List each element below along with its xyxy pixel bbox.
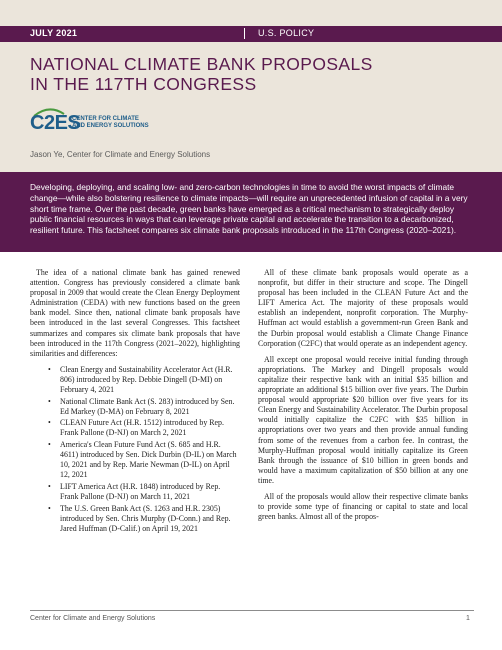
summary-box [0, 172, 502, 252]
page-number: 1 [466, 615, 470, 622]
title-line-1: NATIONAL CLIMATE BANK PROPOSALS [30, 54, 373, 74]
footer-organization: Center for Climate and Energy Solutions [30, 615, 156, 622]
logo-mark: C2ES [30, 112, 81, 134]
left-column [30, 268, 240, 535]
issue-date: JULY 2021 [30, 28, 78, 38]
intro-paragraph: The idea of a national climate bank has gained renewed attention. Congress has previously considered a climate bank proposal in 2009 that would create the Clean Energy Deployment Administration (CEDA) with new functions based on the green bank model. Since then, national climate bank proposals have been introduced in the last several Congresses. This factsheet summarizes and compares six climate bank proposals that have been introduced in the 117th Congress (2021–2022), highlighting similarities and differences: [30, 268, 240, 358]
bill-item: • America's Clean Future Fund Act (S. 685 and H.R. 4611) introduced by Sen. Dick Durbin (D-IL) on March 10, 2021 and by Rep. Marie Newman (D-IL) on April 12, 2021 [48, 440, 237, 480]
structure-paragraph: All of these climate bank proposals would operate as a nonprofit, but differ in their structure and scope. The Dingell proposal has been included in the CLEAN Future Act and the LIFT America Act. The majority of these proposals would establish an independent, nonprofit corporation. The Murphy-Huffman act would establish a government-run Green Bank and the Durbin proposal would establish a Climate Change Finance Corporation (C2FC) that would operate as an independent agency. [258, 268, 468, 348]
footer-rule [30, 610, 474, 611]
logo-name [72, 116, 172, 130]
summary-text: Developing, deploying, and scaling low- and zero-carbon technologies in time to avoid the worst impacts of climate change—while also bolstering resilience to climate impacts—will require an unprecedented infusion of capital in a very short time frame. Over the past decade, green banks have emerged as a critical mechanism to strategically deploy public financial resources in ways that can leverage private capital and accelerate the transition to a decarbonized, resilient future. This factsheet compares six climate bank proposals introduced in the 117th Congress (2020–2021). [30, 182, 468, 236]
right-column [258, 268, 468, 528]
header-divider [244, 28, 245, 39]
logo-name-line-2: AND ENERGY SOLUTIONS [72, 123, 149, 129]
logo-name-line-1: CENTER FOR CLIMATE [72, 116, 139, 122]
section-label: U.S. POLICY [258, 28, 315, 38]
bill-item: • CLEAN Future Act (H.R. 1512) introduced by Rep. Frank Pallone (D-NJ) on March 2, 2021 [48, 418, 224, 438]
state-local-paragraph: All of the proposals would allow their respective climate banks to provide some type of financing or capital to state and local green banks. Almost all of the propos- [258, 491, 468, 522]
funding-paragraph: All except one proposal would receive initial funding through appropriations. The Markey and Dingell proposals would capitalize their respective bank with an initial $35 billion and appropriate an additional $15 billion over five years. The Durbin proposal would appropriate $20 billion over five years for its Clean Energy and Sustainability Accelerator. The Durbin proposal would initially capitalize the C2FC with $35 billion in appropriations over two years and then provide annual funding from some of the revenues from a carbon fee. In contrast, the Murphy-Huffman proposal would initially capitalize its Green Bank through the issuance of $10 billion in green bonds and would have a maximum capitalization of $50 billion at any one time. [258, 354, 468, 485]
bill-list [30, 365, 240, 534]
bill-item: • Clean Energy and Sustainability Accelerator Act (H.R. 806) introduced by Rep. Debbie Dingell (D-MI) on February 4, 2021 [48, 364, 233, 395]
bill-item: • The U.S. Green Bank Act (S. 1263 and H.R. 2305) introduced by Sen. Chris Murphy (D-Conn.) and Rep. Jared Huffman (D-Calif.) on April 19, 2021 [48, 503, 231, 533]
bill-item: • National Climate Bank Act (S. 283) introduced by Sen. Ed Markey (D-MA) on February 8, 2021 [48, 396, 235, 416]
header-bar [0, 26, 502, 42]
bill-item: • LIFT America Act (H.R. 1848) introduced by Rep. Frank Pallone (D-NJ) on March 11, 2021 [48, 481, 221, 501]
author-byline: Jason Ye, Center for Climate and Energy Solutions [30, 150, 211, 159]
c2es-logo [30, 112, 190, 136]
page-title [30, 54, 470, 94]
title-line-2: IN THE 117TH CONGRESS [30, 74, 257, 94]
